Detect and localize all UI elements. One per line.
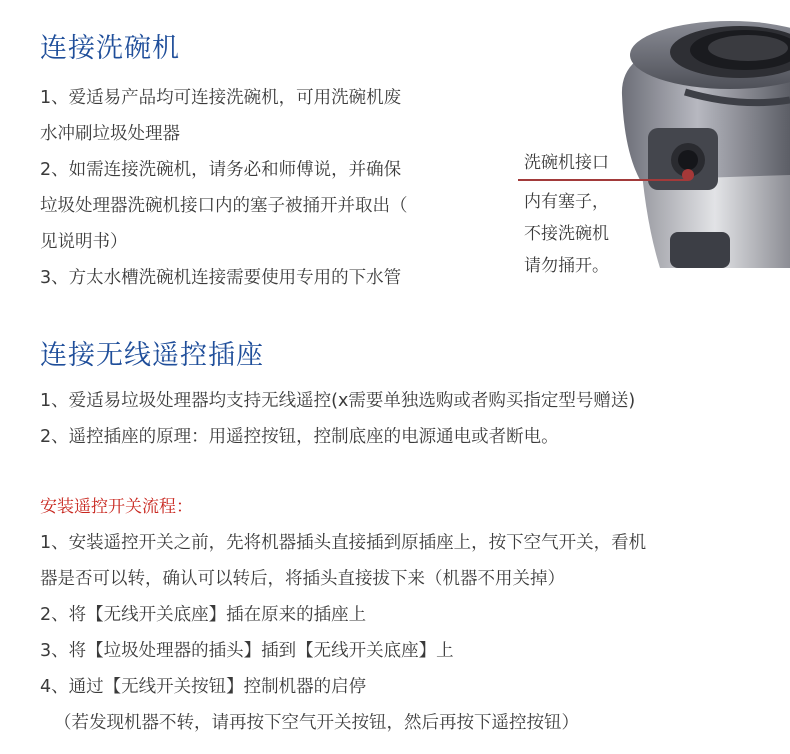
list-item: 2、遥控插座的原理：用遥控按钮，控制底座的电源通电或者断电。 [40,427,559,447]
list-item: 1、爱适易产品均可连接洗碗机，可用洗碗机废 [40,88,402,108]
list-item: 4、通过【无线开关按钮】控制机器的启停 [40,677,367,697]
list-item: 1、安装遥控开关之前，先将机器插头直接插到原插座上，按下空气开关，看机 [40,533,647,553]
list-item: 垃圾处理器洗碗机接口内的塞子被捅开并取出（ [40,196,408,216]
section2-list [40,383,760,455]
section1-title: 连接洗碗机 [40,33,180,64]
callout-label: 洗碗机接口 [524,153,609,173]
callout-note [524,186,609,282]
list-item: 见说明书） [40,232,128,252]
section3-title: 安装遥控开关流程： [40,497,193,517]
section1-list [40,80,480,296]
section3-note: （若发现机器不转，请再按下空气开关按钮，然后再按下遥控按钮） [54,713,579,733]
callout-note-line: 请勿捅开。 [524,256,609,276]
section2-title: 连接无线遥控插座 [40,340,264,371]
list-item: 2、如需连接洗碗机，请务必和师傅说，并确保 [40,160,402,180]
list-item: 器是否可以转，确认可以转后，将插头直接拔下来（机器不用关掉） [40,569,565,589]
callout-line [518,179,688,181]
callout-note-line: 内有塞子， [524,192,609,212]
list-item: 水冲刷垃圾处理器 [40,124,180,144]
list-item: 2、将【无线开关底座】插在原来的插座上 [40,605,367,625]
section3-list [40,525,770,741]
garbage-disposer-image [600,0,790,270]
callout-note-line: 不接洗碗机 [524,224,609,244]
list-item: 3、将【垃圾处理器的插头】插到【无线开关底座】上 [40,641,454,661]
list-item: 1、爱适易垃圾处理器均支持无线遥控(x需要单独选购或者购买指定型号赠送) [40,391,636,411]
list-item: 3、方太水槽洗碗机连接需要使用专用的下水管 [40,268,402,288]
